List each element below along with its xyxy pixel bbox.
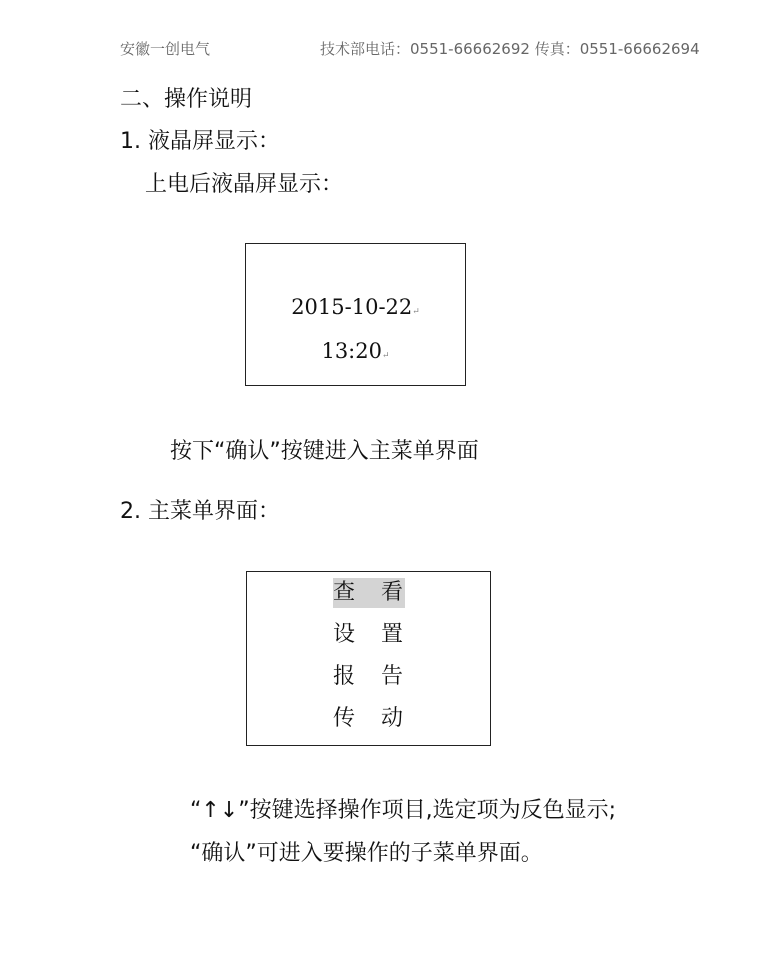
item-2-title: 2. 主菜单界面： [120, 499, 280, 524]
instruction-navigate: “↑↓”按键选择操作项目,选定项为反色显示; [190, 798, 617, 823]
instruction-confirm: “确认”可进入要操作的子菜单界面。 [190, 841, 543, 866]
menu-item-view: 查看 [333, 578, 405, 608]
main-menu-box [246, 571, 491, 746]
header-contact: 技术部电话：0551-66662692 传真：0551-66662694 [320, 40, 700, 58]
item-1-title: 1. 液晶屏显示： [120, 129, 280, 154]
paragraph-mark-icon: ↵ [412, 307, 420, 317]
confirm-instruction: 按下“确认”按键进入主菜单界面 [170, 439, 479, 464]
lcd-time-line [246, 338, 465, 369]
paragraph-mark-icon: ↵ [381, 351, 390, 361]
menu-item-drive: 传动 [333, 706, 430, 731]
menu-item-report: 报告 [333, 664, 430, 689]
menu-item-settings: 设置 [333, 622, 430, 647]
lcd-date: 2015-10-22 [291, 295, 413, 319]
lcd-time: 13:20 [321, 339, 382, 363]
lcd-display-box [245, 243, 466, 386]
boot-description: 上电后液晶屏显示： [145, 172, 344, 197]
header-company: 安徽一创电气 [120, 40, 211, 58]
section-heading: 二、操作说明 [120, 87, 253, 112]
lcd-date-line [246, 294, 465, 325]
